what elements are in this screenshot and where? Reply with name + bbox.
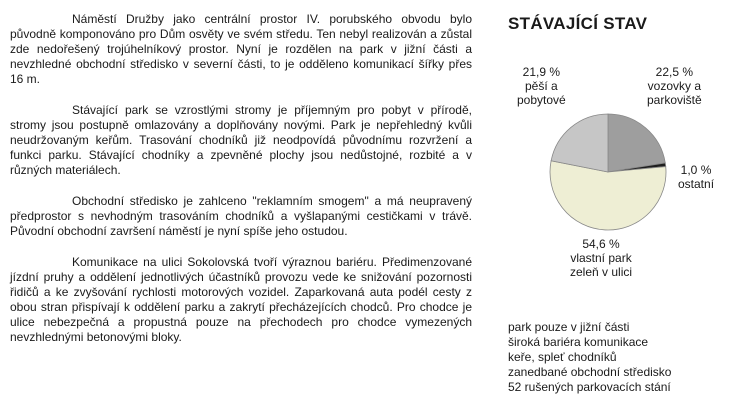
pie-category-label: zeleň v ulici [570,265,633,279]
pie-label-park-greenery [570,237,632,279]
pie-category-label: vozovky a [647,79,702,93]
pie-category-label: vlastní park [570,251,632,265]
section-heading: STÁVAJÍCÍ STAV [508,14,648,33]
pie-label-pedestrian [517,65,566,107]
paragraph: Obchodní středisko je zahlceno "reklamním smogem" a má neupravený předprostor s nevhodným trasováním chodníků a vyšlapanými cestičkami v trávě. Původní obchodní završení náměstí je nyní spíše jeho ostudou. [10,194,472,238]
pie-category-label: parkoviště [647,93,702,107]
note-item: keře, spleť chodníků [508,350,617,364]
summary-notes [508,320,671,395]
paragraph: Náměstí Družby jako centrální prostor IV. porubského obvodu bylo původně komponováno pro Dům osvěty ve svém středu. Ten nebyl realizován a zůstal zde nedořešený trojúhelníkový prostor. Nyní je rozdělen na park v jižní části a nevzhledné obchodní středisko v severní části, to je odděleno komunikací šířky přes 16 m. [10,12,472,86]
pie-category-label: pobytové [517,93,566,107]
note-item: park pouze v jižní části [508,320,630,334]
pie-value-label: 21,9 % [522,65,561,79]
pie-value-label: 1,0 % [680,163,712,177]
pie-value-label: 54,6 % [582,237,620,251]
pie-slice-roads-parking [608,114,665,172]
pie-category-label: pěší a [525,79,558,93]
pie-label-other [678,163,714,191]
note-item: široká bariéra komunikace [508,335,649,349]
note-item: 52 rušených parkovacích stání [508,380,671,394]
pie-label-roads-parking [647,65,702,107]
paragraph: Komunikace na ulici Sokolovská tvoří výraznou bariéru. Předimenzované jízdní pruhy a oddělení jednotlivých účastníků provozu vede ke snižování pozornosti řidičů a ke zvyšování rychlosti motorových vozidel. Zaparkovaná auta podél cesty z obou stran přispívají k oddělení parku a zakrytí přecházejících chodců. Pro chodce je ulice nebezpečná a propustná pouze na přechodech pro chodce vymezených nevzhlednými betonovými bloky. [10,255,472,344]
pie-category-label: ostatní [678,177,715,191]
paragraph: Stávající park se vzrostlými stromy je příjemným pro pobyt v přírodě, stromy jsou postupně omlazovány a doplňovány novými. Park je nepřehledný kvůli neudržovaným keřům. Trasování chodníků již neodpovídá původnímu rozvržení a funkci parku. Stávající chodníky a zpevněné plochy jsou nedůstojné, rozbité a v různých materiálech. [10,103,472,177]
note-item: zanedbané obchodní středisko [508,365,672,379]
pie-value-label: 22,5 % [655,65,694,79]
